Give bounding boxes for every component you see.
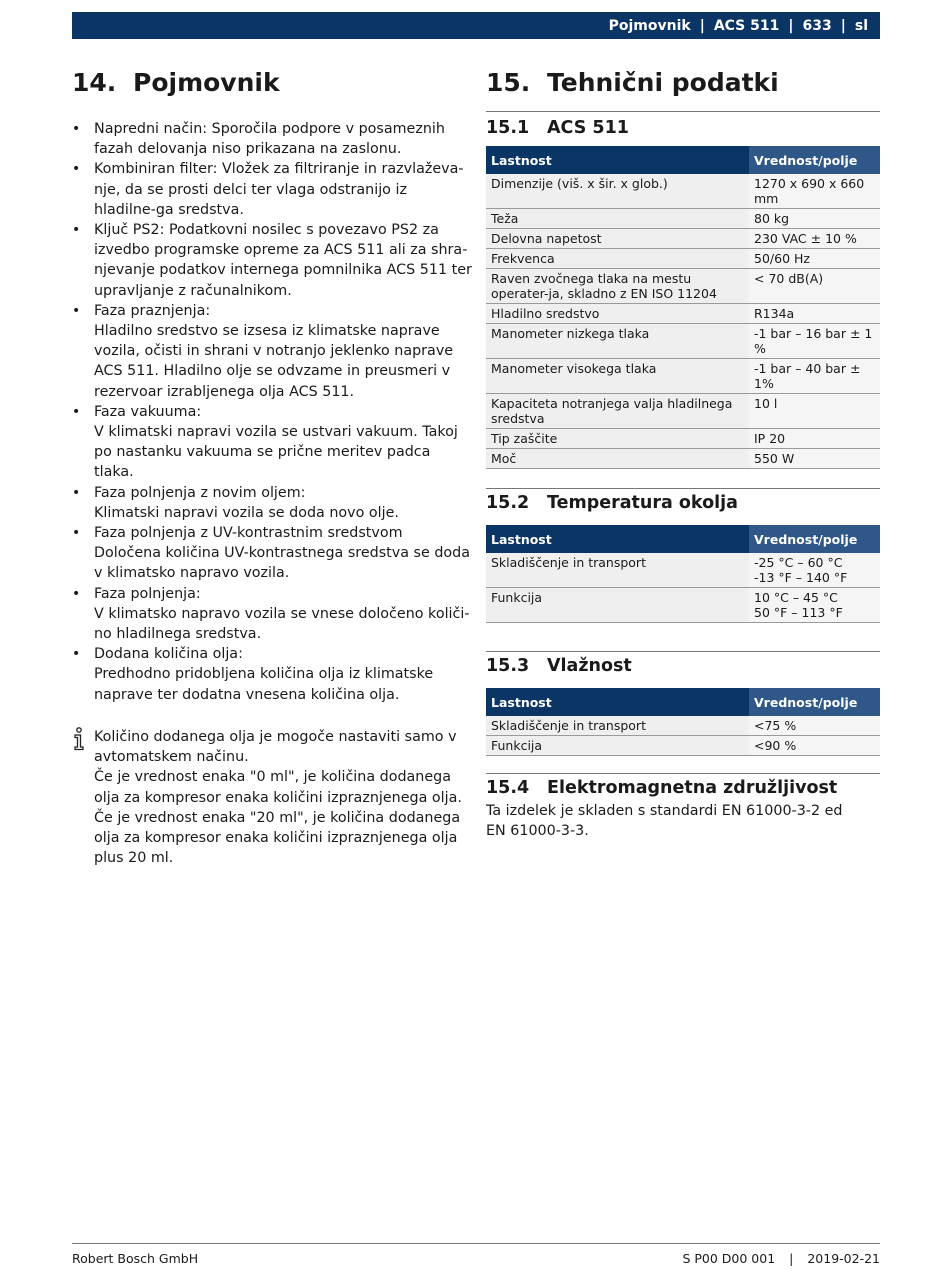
property-cell: Frekvenca: [486, 249, 749, 269]
value-cell: < 70 dB(A): [749, 269, 880, 304]
property-cell: Hladilno sredstvo: [486, 304, 749, 324]
glossary-column: [72, 64, 472, 868]
section-divider: [486, 111, 880, 112]
heading-title: Pojmovnik: [133, 68, 280, 97]
footer-document-number: S P00 D00 001: [682, 1251, 776, 1266]
section-title: Elektromagnetna združljivost: [547, 778, 838, 798]
temperature-table: [486, 525, 880, 623]
table-row: [486, 269, 880, 304]
table-row: [486, 304, 880, 324]
glossary-item: • Dodana količina olja: Predhodno pridobljena količina olja iz klimatske naprave ter dodatna vnesena količina olja.: [72, 644, 472, 705]
heading-number: 15.: [486, 68, 531, 97]
table-row: [486, 174, 880, 209]
technical-data-heading: [486, 64, 880, 102]
humidity-table: [486, 688, 880, 756]
glossary-item: • Faza polnjenja z UV-kontrastnim sredstvom Določena količina UV-kontrastnega sredstva se doda v klimatsko napravo vozila.: [72, 523, 472, 584]
column-header-value: Vrednost/polje: [749, 525, 880, 553]
table-row: [486, 553, 880, 588]
glossary-item: • Faza praznjenja: Hladilno sredstvo se izsesa iz klimatske naprave vozila, očisti in shrani v notranjo jeklenko naprave ACS 511. Hladilno olje se odvzame in preusmeri v rezervoar izrabljenega olja ACS 511.: [72, 301, 472, 402]
section-number: 15.1: [486, 118, 530, 138]
table-row: [486, 449, 880, 469]
footer-divider: [72, 1243, 880, 1244]
info-icon: [72, 727, 88, 751]
section-title: Vlažnost: [547, 656, 632, 676]
header-separator: |: [788, 17, 794, 34]
table-row: [486, 249, 880, 269]
acs511-spec-table: [486, 146, 880, 469]
column-header-property: Lastnost: [486, 146, 749, 174]
section-number: 15.2: [486, 493, 530, 513]
info-note: [72, 727, 472, 868]
section-divider: [486, 651, 880, 652]
property-cell: Tip zaščite: [486, 429, 749, 449]
header-separator: |: [840, 17, 846, 34]
table-row: [486, 716, 880, 736]
value-cell: -1 bar – 40 bar ± 1%: [749, 359, 880, 394]
table-row: [486, 736, 880, 756]
value-cell: IP 20: [749, 429, 880, 449]
glossary-item: • Ključ PS2: Podatkovni nosilec s povezavo PS2 za izvedbo programske opreme za ACS 511 ali za shra-njevanje podatkov internega pomnilnika ACS 511 ter upravljanje z računalnikom.: [72, 220, 472, 301]
value-cell: 230 VAC ± 10 %: [749, 229, 880, 249]
value-cell: 10 °C – 45 °C 50 °F – 113 °F: [749, 588, 880, 623]
section-title: Temperatura okolja: [547, 493, 738, 513]
section-heading-15-4: [486, 775, 880, 801]
property-cell: Delovna napetost: [486, 229, 749, 249]
value-cell: 50/60 Hz: [749, 249, 880, 269]
table-row: [486, 209, 880, 229]
header-product: ACS 511: [713, 17, 780, 34]
table-row: [486, 394, 880, 429]
page-header-bar: [72, 12, 880, 39]
section-number: 15.3: [486, 656, 530, 676]
footer-date: 2019-02-21: [807, 1251, 880, 1266]
value-cell: -25 °C – 60 °C -13 °F – 140 °F: [749, 553, 880, 588]
property-cell: Moč: [486, 449, 749, 469]
property-cell: Kapaciteta notranjega valja hladilnega sredstva: [486, 394, 749, 429]
section-title: ACS 511: [547, 118, 629, 138]
column-header-value: Vrednost/polje: [749, 146, 880, 174]
section-divider: [486, 773, 880, 774]
section-divider: [486, 488, 880, 489]
property-cell: Dimenzije (viš. x šir. x glob.): [486, 174, 749, 209]
value-cell: <75 %: [749, 716, 880, 736]
header-separator: |: [699, 17, 705, 34]
value-cell: 80 kg: [749, 209, 880, 229]
heading-title: Tehnični podatki: [547, 68, 779, 97]
footer-company: Robert Bosch GmbH: [72, 1251, 199, 1266]
heading-number: 14.: [72, 68, 117, 97]
table-row: [486, 229, 880, 249]
column-header-property: Lastnost: [486, 525, 749, 553]
property-cell: Funkcija: [486, 588, 749, 623]
header-language: sl: [854, 17, 868, 34]
property-cell: Skladiščenje in transport: [486, 716, 749, 736]
value-cell: 1270 x 690 x 660 mm: [749, 174, 880, 209]
property-cell: Manometer nizkega tlaka: [486, 324, 749, 359]
glossary-item: • Faza polnjenja: V klimatsko napravo vozila se vnese določeno količi-no hladilnega sredstva.: [72, 584, 472, 645]
column-header-value: Vrednost/polje: [749, 688, 880, 716]
glossary-item: • Faza polnjenja z novim oljem: Klimatski napravi vozila se doda novo olje.: [72, 483, 472, 523]
info-note-text: Količino dodanega olja je mogoče nastaviti samo v avtomatskem načinu. Če je vrednost enaka "0 ml", je količina dodanega olja za kompresor enaka količini izpraznjenega olja. Če je vrednost enaka "20 ml", je količina dodanega olja za kompresor enaka količini izpraznjenega olja plus 20 ml.: [94, 728, 462, 867]
value-cell: -1 bar – 16 bar ± 1 %: [749, 324, 880, 359]
section-number: 15.4: [486, 778, 530, 798]
glossary-item: • Faza vakuuma: V klimatski napravi vozila se ustvari vakuum. Takoj po nastanku vakuuma se prične meritev padca tlaka.: [72, 402, 472, 483]
footer-info: [682, 1251, 880, 1266]
emc-text: Ta izdelek je skladen s standardi EN 61000-3-2 ed EN 61000-3-3.: [486, 803, 843, 840]
value-cell: <90 %: [749, 736, 880, 756]
glossary-item: • Kombiniran filter: Vložek za filtriranje in razvlaževa-nje, da se prosti delci ter vlaga odstranijo iz hladilne-ga sredstva.: [72, 159, 472, 220]
value-cell: R134a: [749, 304, 880, 324]
value-cell: 550 W: [749, 449, 880, 469]
property-cell: Raven zvočnega tlaka na mestu operater-ja, skladno z EN ISO 11204: [486, 269, 749, 304]
header-section: Pojmovnik: [608, 17, 691, 34]
section-heading-15-2: [486, 490, 880, 516]
table-row: [486, 359, 880, 394]
table-row: [486, 429, 880, 449]
table-row: [486, 588, 880, 623]
footer-separator: |: [789, 1251, 794, 1266]
column-header-property: Lastnost: [486, 688, 749, 716]
section-heading-15-3: [486, 653, 880, 679]
value-cell: 10 l: [749, 394, 880, 429]
glossary-list: [72, 119, 472, 705]
property-cell: Teža: [486, 209, 749, 229]
property-cell: Skladiščenje in transport: [486, 553, 749, 588]
property-cell: Manometer visokega tlaka: [486, 359, 749, 394]
table-row: [486, 324, 880, 359]
section-heading-15-1: [486, 115, 880, 141]
glossary-heading: [72, 64, 472, 102]
technical-data-column: [486, 64, 880, 841]
property-cell: Funkcija: [486, 736, 749, 756]
header-page-number: 633: [802, 17, 832, 34]
glossary-item: • Napredni način: Sporočila podpore v posameznih fazah delovanja niso prikazana na zaslonu.: [72, 119, 472, 159]
